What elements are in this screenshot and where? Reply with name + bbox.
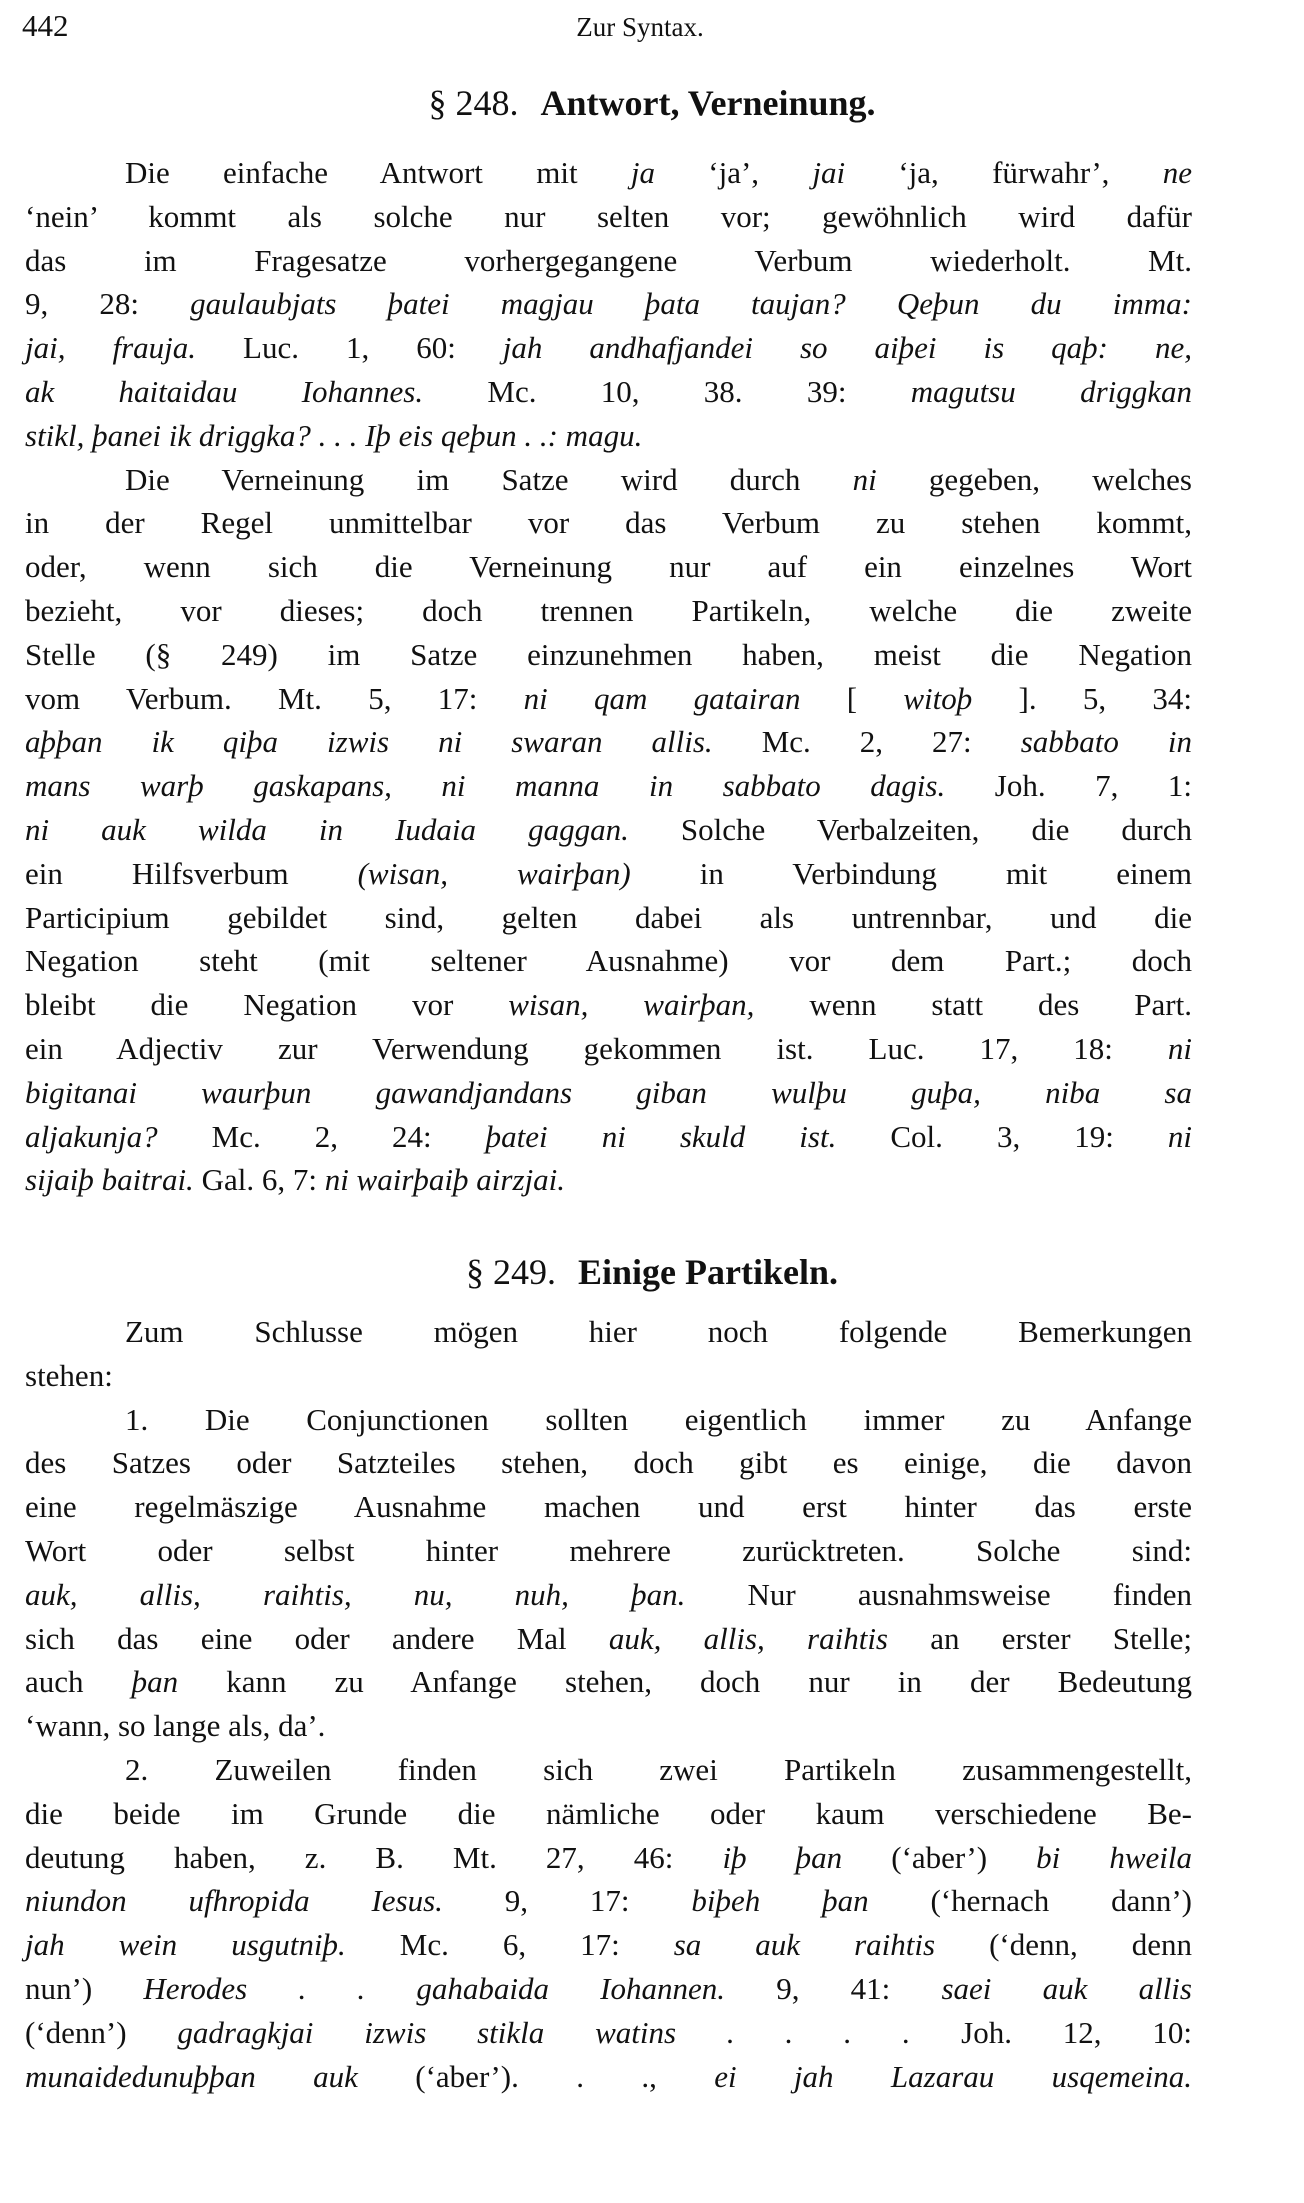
gothic-quote: ak haitaidau Iohannes. <box>25 373 424 409</box>
text-run: das im Fragesatze vorhergegangene Verbum wiederholt. Mt. <box>25 242 1192 278</box>
text-run: Joh. 7, 1: <box>994 768 1192 804</box>
text-line <box>25 1573 1192 1617</box>
text-line <box>25 633 1192 677</box>
gothic-quote: sijaiþ baitrai. <box>25 1162 194 1198</box>
text-line <box>25 195 1192 239</box>
paragraph <box>25 1748 1192 2098</box>
text-run: nun’) <box>25 1970 144 2006</box>
text-run: eine regelmäszige Ausnahme machen und erst hinter das erste <box>25 1489 1192 1525</box>
text-run: Nur ausnahmsweise finden <box>747 1576 1192 1612</box>
section-248-body <box>25 151 1192 1202</box>
gothic-quote: biþeh þan <box>691 1883 869 1919</box>
text-line <box>25 808 1192 852</box>
text-run: Solche Verbalzeiten, die durch <box>680 811 1192 847</box>
gothic-quote: jah andhafjandei so aiþei is qaþ: ne, <box>502 330 1193 366</box>
text-run: Mc. 10, 38. 39: <box>487 373 911 409</box>
gothic-quote: bigitanai waurþun gawandjandans giban wulþu guþa, niba sa <box>25 1074 1192 1110</box>
section-number: § 248. <box>428 83 519 123</box>
text-line <box>25 326 1192 370</box>
text-line <box>25 2055 1192 2099</box>
gothic-quote: sa auk raihtis <box>673 1927 936 1963</box>
text-run: ein Adjectiv zur Verwendung gekommen ist. Luc. 17, 18: <box>25 1030 1168 1066</box>
gothic-quote: ja <box>630 155 655 190</box>
text-run: 9, 17: <box>504 1883 692 1919</box>
gothic-quote: ni wairþaiþ airzjai. <box>324 1162 565 1198</box>
text-line <box>25 1792 1192 1836</box>
text-line <box>25 677 1192 721</box>
text-run: Col. 3, 19: <box>890 1118 1168 1154</box>
text-line <box>25 939 1192 983</box>
text-line <box>25 239 1192 283</box>
text-run: [ <box>846 680 858 716</box>
text-run: wenn statt des Part. <box>809 987 1192 1023</box>
text-line <box>25 1441 1192 1485</box>
text-run: Stelle (§ 249) im Satze einzunehmen haben, meist die Negation <box>25 636 1192 672</box>
gothic-quote: jai, frauja. <box>25 330 197 366</box>
text-run: Participium gebildet sind, gelten dabei als untrennbar, und die <box>25 899 1192 935</box>
text-line <box>25 764 1192 808</box>
text-run: in der Regel unmittelbar vor das Verbum zu stehen kommt, <box>25 505 1192 541</box>
text-line <box>25 720 1192 764</box>
text-line <box>25 1071 1192 1115</box>
text-run: bezieht, vor dieses; doch trennen Partikeln, welche die zweite <box>25 592 1192 628</box>
gothic-quote: saei auk allis <box>941 1970 1192 2006</box>
gothic-quote: mans warþ gaskapans, ni manna in sabbato dagis. <box>25 768 946 804</box>
text-line <box>25 2011 1192 2055</box>
text-line <box>25 1485 1192 1529</box>
text-line <box>25 282 1192 326</box>
text-run: Gal. 6, 7: <box>201 1162 325 1198</box>
paragraph <box>25 458 1192 1203</box>
text-run: ein Hilfsverbum <box>25 855 358 891</box>
text-run: auch <box>25 1664 132 1700</box>
text-line <box>25 414 1192 458</box>
text-run: 9, 28: <box>25 286 191 322</box>
section-248-heading <box>0 82 1304 124</box>
gothic-quote: gadragkjai izwis stikla watins . . . . <box>177 2014 911 2050</box>
text-run: (‘hernach dann’) <box>930 1883 1192 1919</box>
text-run: Zum Schlusse mögen hier noch folgende Bemerkungen <box>125 1314 1192 1349</box>
text-run: Die Verneinung im Satze wird durch <box>125 461 853 497</box>
gothic-quote: ne <box>1162 155 1192 190</box>
gothic-quote: ni auk wilda in Iudaia gaggan. <box>25 811 629 847</box>
text-run: sich das eine oder andere Mal <box>25 1620 609 1656</box>
text-line <box>25 1310 1192 1354</box>
text-line <box>25 458 1192 502</box>
text-line <box>25 1398 1192 1442</box>
text-run: ]. 5, 34: <box>1018 680 1193 716</box>
gothic-quote: auk, allis, raihtis <box>608 1620 888 1656</box>
text-run: Luc. 1, 60: <box>243 330 503 366</box>
gothic-quote: bi hweila <box>1036 1839 1192 1875</box>
text-run: Mc. 6, 17: <box>399 1927 674 1963</box>
text-run: Joh. 12, 10: <box>961 2014 1192 2050</box>
text-line <box>25 501 1192 545</box>
gothic-quote: magutsu driggkan <box>910 373 1193 409</box>
gothic-quote: auk, allis, raihtis, nu, nuh, þan. <box>25 1576 686 1612</box>
paragraph <box>25 1310 1192 1398</box>
gothic-quote: wisan, wairþan, <box>508 987 755 1023</box>
section-249-heading <box>0 1251 1304 1293</box>
section-number: § 249. <box>466 1252 556 1292</box>
text-line <box>25 896 1192 940</box>
gothic-quote: stikl, þanei ik driggka? . . . Iþ eis qeþun . .: magu. <box>25 417 643 453</box>
text-run: des Satzes oder Satzteiles stehen, doch gibt es einige, die davon <box>25 1445 1192 1481</box>
text-line <box>25 983 1192 1027</box>
text-run: ‘ja’, <box>708 155 813 190</box>
gothic-quote: ni qam gatairan <box>523 680 801 716</box>
text-run: vom Verbum. Mt. 5, 17: <box>25 680 524 716</box>
text-run: Negation steht (mit seltener Ausnahme) vor dem Part.; doch <box>25 943 1192 979</box>
gothic-quote: witoþ <box>903 680 973 716</box>
gothic-quote: ni <box>1167 1118 1192 1154</box>
text-line <box>25 1617 1192 1661</box>
text-line <box>25 151 1192 195</box>
text-run: bleibt die Negation vor <box>25 987 509 1023</box>
gothic-quote: ni <box>1167 1030 1192 1066</box>
text-line <box>25 1748 1192 1792</box>
text-run: (‘denn’) <box>25 2014 178 2050</box>
text-run: oder, wenn sich die Verneinung nur auf ein einzelnes Wort <box>25 549 1192 585</box>
gothic-quote: aþþan ik qiþa izwis ni swaran allis. <box>25 724 713 760</box>
text-run: Die einfache Antwort mit <box>125 155 631 190</box>
text-run: kann zu Anfange stehen, doch nur in der Bedeutung <box>226 1664 1192 1700</box>
gothic-quote: ei jah Lazarau usqemeina. <box>714 2058 1192 2094</box>
text-line <box>25 1529 1192 1573</box>
section-title: Antwort, Verneinung. <box>540 83 876 123</box>
text-line <box>25 852 1192 896</box>
paragraph <box>25 1398 1192 1748</box>
text-run: 1. Die Conjunctionen sollten eigentlich immer zu Anfange <box>125 1401 1192 1437</box>
text-run: an erster Stelle; <box>930 1620 1193 1656</box>
text-run: ‘ja, fürwahr’, <box>898 155 1163 190</box>
text-line <box>25 1660 1192 1704</box>
gothic-quote: iþ þan <box>722 1839 843 1875</box>
gothic-quote: sabbato in <box>1020 724 1192 760</box>
gothic-quote: Herodes . . gahabaida Iohannen. <box>143 1970 725 2006</box>
section-249-body <box>25 1310 1192 2098</box>
section-title: Einige Partikeln. <box>578 1252 838 1292</box>
gothic-quote: jah wein usgutniþ. <box>25 1927 346 1963</box>
page-number: 442 <box>22 8 69 43</box>
gothic-quote: þan <box>131 1664 179 1700</box>
gothic-quote: jai <box>812 155 846 190</box>
gothic-quote: þatei ni skuld ist. <box>485 1118 837 1154</box>
text-line <box>25 1027 1192 1071</box>
text-line <box>25 545 1192 589</box>
text-line <box>25 1923 1192 1967</box>
text-run: (‘denn, denn <box>989 1927 1193 1963</box>
gothic-quote: gaulaubjats þatei magjau þata taujan? Qeþun du imma: <box>190 286 1192 322</box>
text-run: gegeben, welches <box>928 461 1192 497</box>
text-run: Mc. 2, 27: <box>761 724 1021 760</box>
text-line <box>25 1967 1192 2011</box>
text-run: stehen: <box>25 1357 113 1393</box>
text-line <box>25 1879 1192 1923</box>
text-run: 2. Zuweilen finden sich zwei Partikeln zusammengestellt, <box>125 1751 1192 1787</box>
running-head: Zur Syntax. <box>576 12 704 42</box>
gothic-quote: munaidedunuþþan auk <box>25 2058 358 2094</box>
text-line <box>25 1704 1192 1748</box>
text-run: in Verbindung mit einem <box>699 855 1192 891</box>
text-line <box>25 1354 1192 1398</box>
text-run: (‘aber’). . ., <box>415 2058 715 2094</box>
text-run: Mc. 2, 24: <box>211 1118 486 1154</box>
gothic-quote: aljakunja? <box>25 1118 158 1154</box>
text-line <box>25 370 1192 414</box>
text-line <box>25 1836 1192 1880</box>
text-run: die beide im Grunde die nämliche oder kaum verschiedene Be- <box>25 1795 1192 1831</box>
text-run: ‘wann, so lange als, da’. <box>25 1708 326 1744</box>
text-run: ‘nein’ kommt als solche nur selten vor; gewöhnlich wird dafür <box>25 198 1192 234</box>
text-line <box>25 589 1192 633</box>
gothic-quote: (wisan, wairþan) <box>357 855 631 891</box>
text-line <box>25 1115 1192 1159</box>
text-run: deutung haben, z. B. Mt. 27, 46: <box>25 1839 723 1875</box>
gothic-quote: ni <box>852 461 877 497</box>
text-run: Wort oder selbst hinter mehrere zurücktreten. Solche sind: <box>25 1532 1192 1568</box>
text-line <box>25 1158 1192 1202</box>
gothic-quote: niundon ufhropida Iesus. <box>25 1883 443 1919</box>
paragraph <box>25 151 1192 458</box>
text-run: 9, 41: <box>776 1970 942 2006</box>
text-run: (‘aber’) <box>891 1839 1037 1875</box>
